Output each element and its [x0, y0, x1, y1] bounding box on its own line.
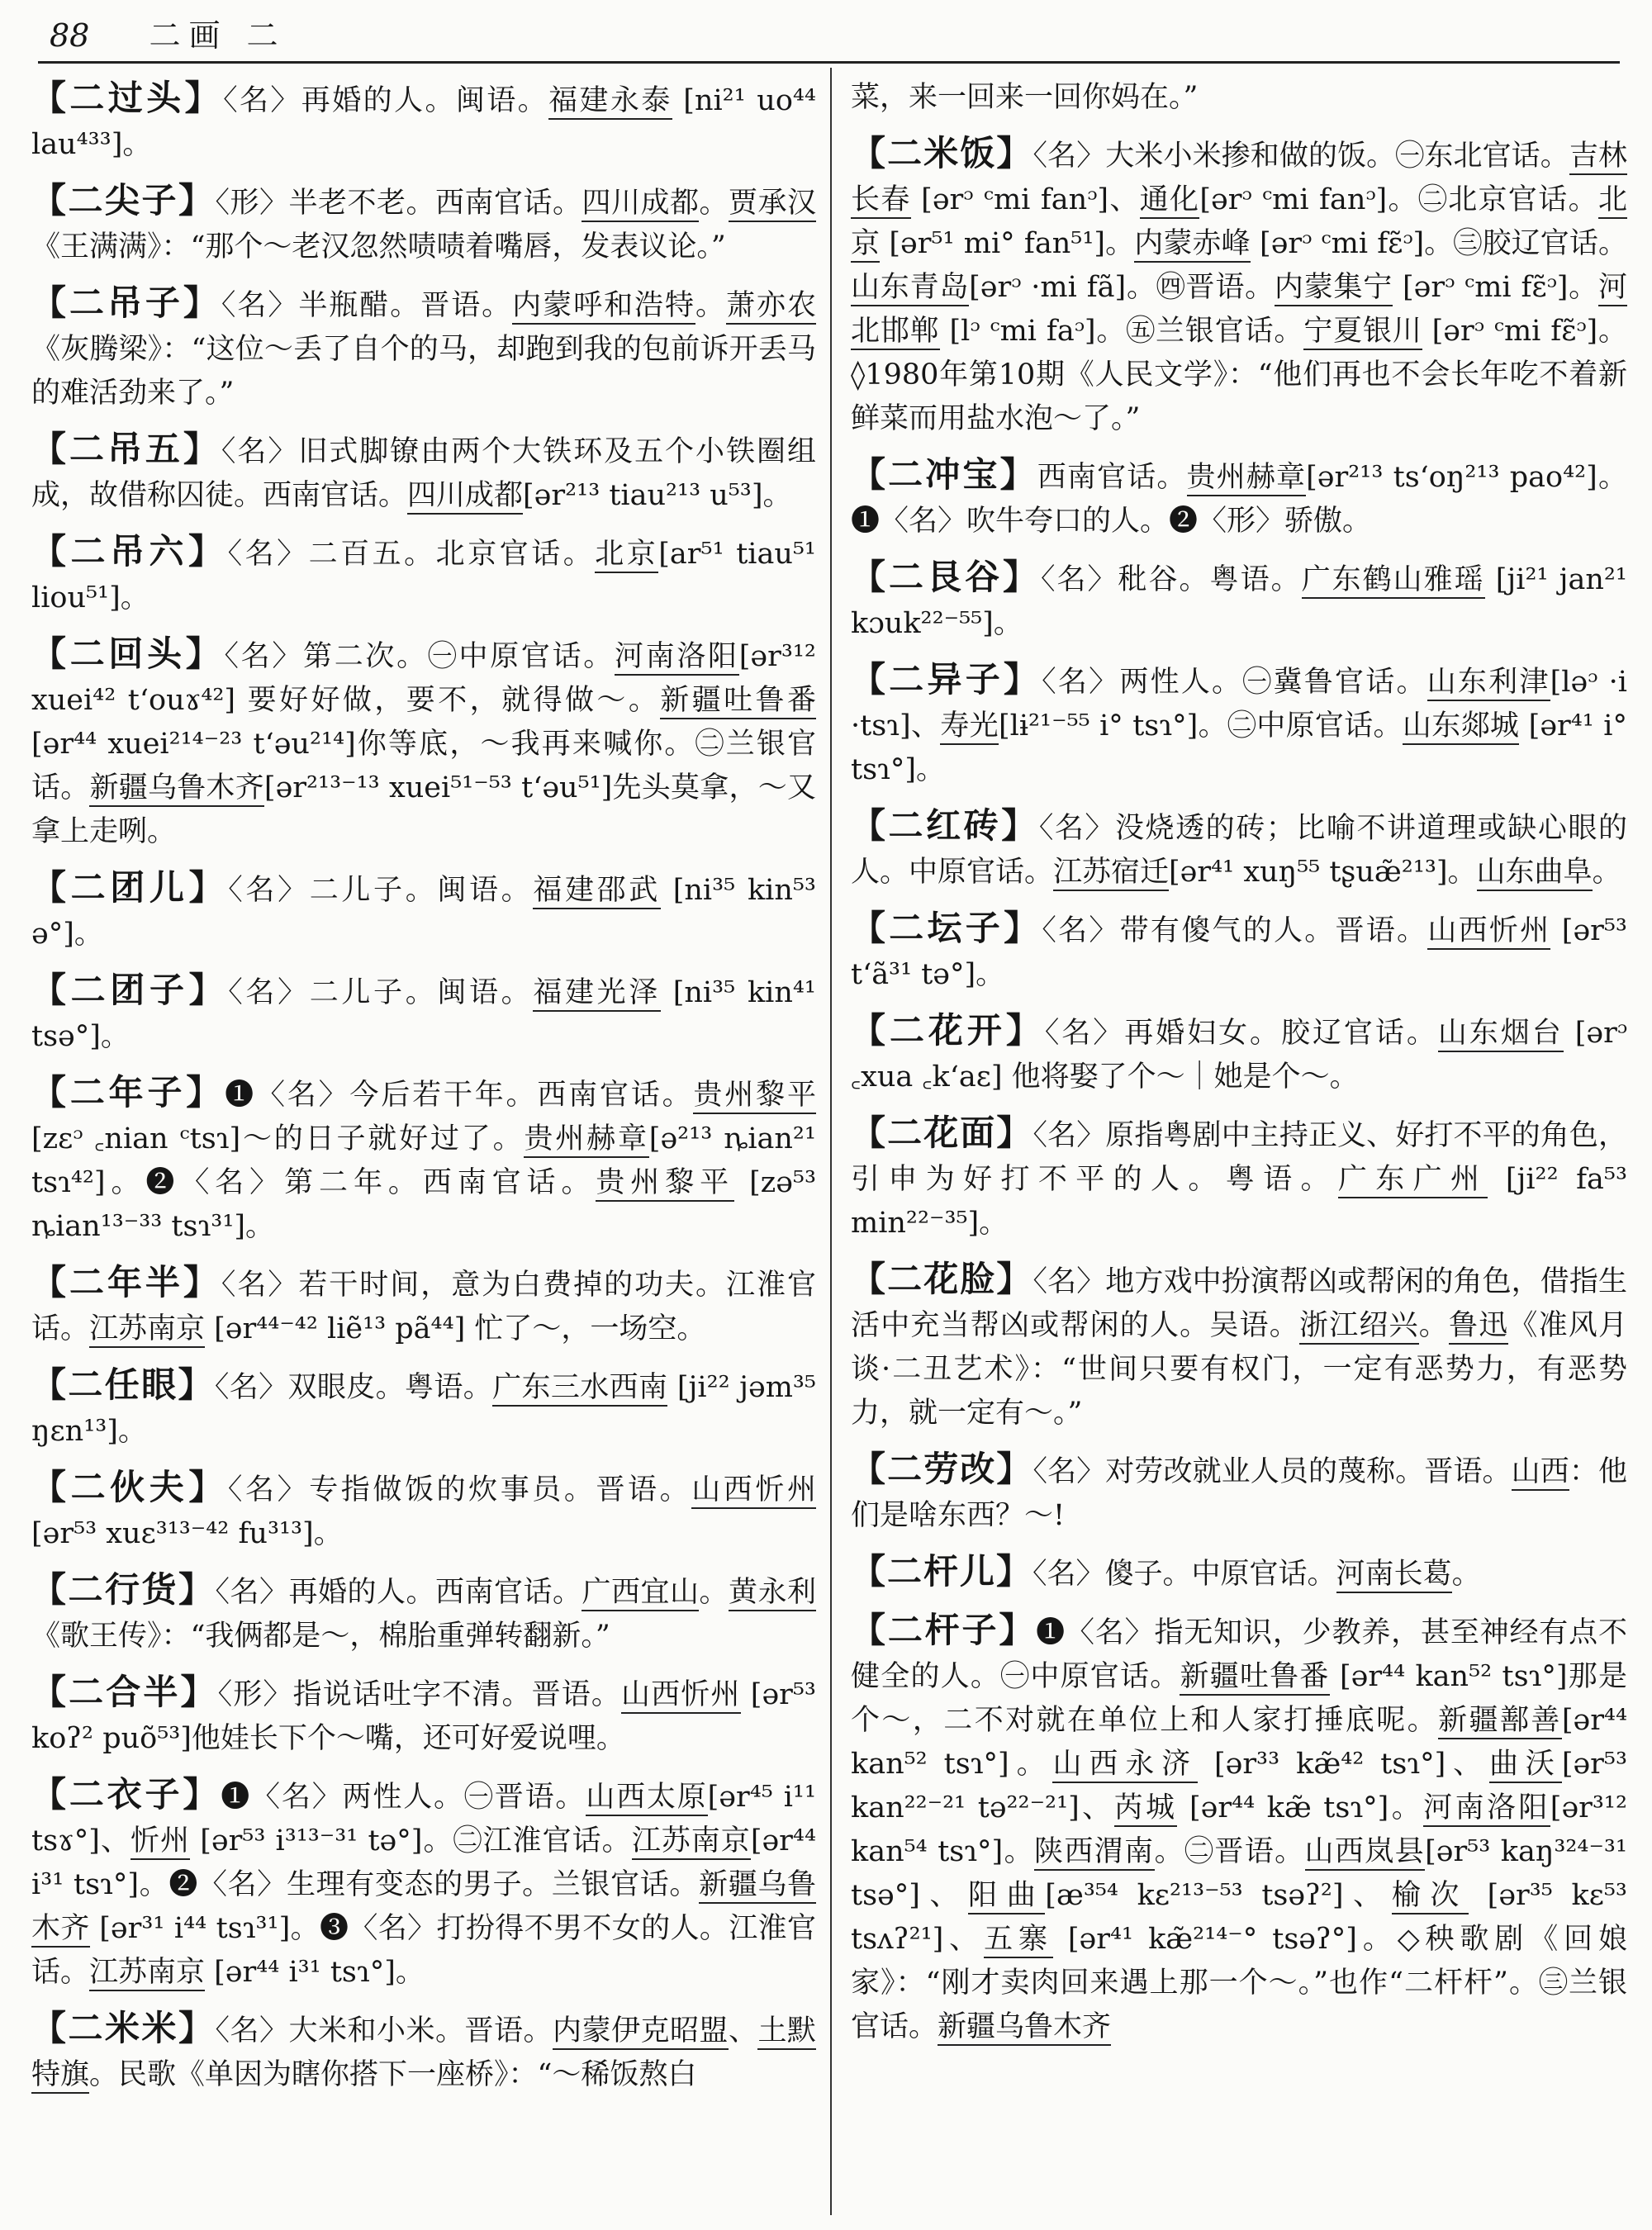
- location-name: 新疆吐鲁番: [1180, 1660, 1329, 1696]
- section-title: 二画 二: [149, 17, 287, 54]
- entry-text: [ə²¹³ ȵian²¹ tsɿ⁴²]。❷〈名〉第二年。西南官话。: [31, 1122, 816, 1199]
- entry-headword: 【二过头】: [31, 78, 224, 118]
- location-name: 山东利津: [1427, 666, 1550, 701]
- location-name: 新疆乌鲁木齐: [89, 771, 263, 807]
- location-name: 吉林长春: [851, 140, 1627, 219]
- entry-headword: 【二异子】: [851, 659, 1042, 700]
- dictionary-entry: [31, 281, 816, 415]
- location-name: 贵州黎平: [693, 1079, 815, 1114]
- entry-text: 。: [699, 187, 729, 220]
- entry-text: [ər⁵³ koʔ² puõ⁵³]他娃长下个～嘴，还可好爱说哩。: [31, 1678, 816, 1755]
- entry-headword: 【二花面】: [851, 1113, 1033, 1153]
- location-name: 四川成都: [582, 187, 699, 222]
- entry-text: 。: [1592, 856, 1621, 889]
- entry-text: 再婚妇女。胶辽官话。: [1124, 1017, 1438, 1050]
- entry-text: 带有傻气的人。晋语。: [1119, 914, 1428, 947]
- entry-headword: 【二伙夫】: [31, 1467, 228, 1507]
- location-name: 五寨: [984, 1923, 1053, 1958]
- location-name: 通化: [1140, 183, 1200, 219]
- dictionary-entry: [31, 1260, 816, 1351]
- entry-text: [ərᵓ ᶜmi fanᵓ]。㊁北京官话。: [1199, 183, 1598, 216]
- dictionary-entry: [851, 804, 1627, 894]
- entry-headword: 【二团儿】: [31, 867, 229, 908]
- entry-text: [ər⁵¹ mi° fan⁵¹]。: [880, 227, 1135, 260]
- entry-text: [zə⁵³ ȵian¹³⁻³³ tsɿ³¹]。: [31, 1166, 816, 1243]
- location-name: 江苏宿迁: [1053, 856, 1169, 891]
- location-name: 河南洛阳: [615, 640, 739, 676]
- entry-text: [ləᵓ ·i ·tsɿ]、: [851, 666, 1627, 743]
- location-name: 北京: [851, 183, 1627, 263]
- entry-headword: 【二冲宝】: [851, 454, 1037, 495]
- location-name: 山东曲阜: [1477, 856, 1593, 891]
- entry-text: 。: [1418, 1309, 1449, 1342]
- location-name: 福建光泽: [533, 976, 661, 1012]
- dictionary-entry: [31, 1465, 816, 1556]
- entry-text: 再婚的人。闽语。: [301, 84, 549, 117]
- location-name: 新疆吐鲁番: [660, 684, 816, 719]
- dictionary-entry: [31, 76, 816, 167]
- location-name: 内蒙赤峰: [1134, 227, 1251, 263]
- entry-text: [ər⁴¹ kæ̃²¹⁴⁻° tsəʔ°]。◇秧歌剧《回娘家》：“刚才卖肉回来遇上那一个～。”也作“二杆杆”。㊂兰银官话。: [851, 1923, 1627, 2043]
- entry-text: [zɛᵓ ꜀nian ᶜtsɿ]～的日子就好过了。: [31, 1122, 525, 1155]
- location-name: 新疆乌鲁木齐: [31, 1868, 816, 1948]
- location-name: 山西太原: [586, 1781, 707, 1816]
- part-of-speech: ❶〈名〉: [225, 1079, 350, 1112]
- entry-text: 指无知识，少教养，甚至神经有点不健全的人。㊀中原官话。: [851, 1616, 1627, 1693]
- entry-text: [lɨ²¹⁻⁵⁵ i° tsɿ°]。㊁中原官话。: [998, 709, 1403, 743]
- entry-text: [ərᵓ ᶜmi fɛ̃ᵓ]。㊂胶辽官话。: [1250, 227, 1628, 260]
- entry-text: 今后若干年。西南官话。: [349, 1079, 694, 1112]
- part-of-speech: 〈名〉: [227, 538, 309, 571]
- entry-text: [ərᵓ ᶜmi fɛ̃ᵓ]。: [1393, 271, 1598, 304]
- location-name: 广东鹤山雅瑶: [1302, 563, 1485, 599]
- entry-headword: 【二米饭】: [851, 133, 1033, 173]
- location-name: 新疆乌鲁木齐: [938, 2010, 1111, 2046]
- location-name: 山东烟台: [1438, 1017, 1564, 1052]
- location-name: 贵州赫章: [1187, 461, 1307, 496]
- location-name: 贾承汉: [729, 187, 816, 222]
- entry-text: 。民歌《单因为瞎你搭下一座桥》：“～稀饭熬白: [89, 2058, 697, 2091]
- entry-headword: 【二坛子】: [851, 908, 1042, 948]
- entry-headword: 【二杆儿】: [851, 1551, 1033, 1592]
- entry-text: [ni³⁵ kin⁴¹ tsə°]。: [31, 976, 816, 1053]
- dictionary-entry: [31, 529, 816, 620]
- entry-text: 、: [728, 2014, 758, 2047]
- entry-text: [ər³⁵ kɛ⁵³ tsʌʔ²¹]、: [851, 1879, 1627, 1956]
- entry-text: [ər³¹² xuei⁴² tʻouɤ⁴²] 要好好做，要不，就得做～。: [31, 640, 816, 717]
- entry-headword: 【二回头】: [31, 633, 225, 674]
- entry-text: 《王满满》：“那个～老汉忽然啧啧着嘴唇，发表议论。”: [31, 230, 726, 263]
- entry-headword: 【二合半】: [31, 1672, 218, 1712]
- entry-text: [ər³¹ i⁴⁴ tsɿ³¹]。❸〈名〉打扮得不男不女的人。江淮官话。: [31, 1912, 816, 1989]
- dictionary-entry: [851, 906, 1627, 997]
- location-name: 贵州赫章: [524, 1122, 648, 1158]
- entry-text: [ji²² fa⁵³ min²²⁻³⁵]。: [851, 1163, 1627, 1240]
- location-name: 山西岚县: [1305, 1835, 1426, 1871]
- part-of-speech: 〈名〉: [223, 84, 301, 117]
- entry-text: [ər⁵³ kaŋ³²⁴⁻³¹ tsə°]、: [851, 1835, 1627, 1912]
- part-of-speech: 〈名〉: [228, 874, 310, 907]
- location-name: 河南长葛: [1336, 1558, 1452, 1593]
- location-name: 江苏南京: [89, 1312, 205, 1348]
- location-name: 内蒙集宁: [1275, 271, 1393, 306]
- part-of-speech: 〈名〉: [1032, 1119, 1106, 1152]
- entry-text: [ər⁵³ tʻã³¹ tə°]。: [851, 914, 1627, 991]
- part-of-speech: ❶〈名〉: [1036, 1616, 1155, 1649]
- dictionary-entry: [31, 427, 816, 518]
- entry-text: [ər⁴⁵ i¹¹ tsɤ°]、: [31, 1781, 816, 1858]
- entry-headword: 【二尖子】: [31, 180, 216, 221]
- part-of-speech: 〈名〉: [1032, 140, 1106, 173]
- part-of-speech: 〈名〉: [1044, 1017, 1125, 1050]
- entry-text: 指说话吐字不清。晋语。: [292, 1678, 622, 1711]
- location-name: 广东三水西南: [492, 1371, 667, 1407]
- part-of-speech: 〈名〉: [228, 976, 310, 1009]
- location-name: 广西宜山: [582, 1576, 699, 1611]
- entry-headword: 【二团子】: [31, 970, 229, 1010]
- entry-text: 秕谷。粤语。: [1118, 563, 1302, 596]
- location-name: 山西忻州: [1427, 914, 1550, 950]
- location-name: 江苏南京: [89, 1956, 205, 1991]
- dictionary-entry: [31, 178, 816, 269]
- part-of-speech: 〈名〉: [221, 435, 299, 468]
- location-name: 土默特旗: [31, 2014, 816, 2094]
- entry-text: 若干时间，意为白费掉的功夫。江淮官话。: [31, 1269, 816, 1345]
- dictionary-entry: [851, 1447, 1627, 1538]
- entry-headword: 【二年子】: [31, 1072, 225, 1113]
- dictionary-entry: [31, 1670, 816, 1761]
- dictionary-entry: [31, 632, 816, 854]
- location-name: 四川成都: [407, 479, 523, 515]
- entry-text: 地方戏中扮演帮凶或帮闲的角色，借指生活中充当帮凶或帮闲的人。吴语。: [851, 1265, 1627, 1342]
- location-name: 内蒙伊克昭盟: [553, 2014, 729, 2050]
- dictionary-entry: [31, 2006, 816, 2097]
- entry-text: [ər⁴⁴ kan⁵² tsɿ°]那是个～，二不对就在单位上和人家打捶底呢。: [851, 1660, 1627, 1737]
- part-of-speech: 〈名〉: [1041, 563, 1118, 596]
- entry-text: [ərᵓ ꜀xua ꜀kʻaɛ] 他将娶了个～｜她是个～。: [851, 1017, 1627, 1094]
- entry-text: [ni²¹ uo⁴⁴ lau⁴³³]。: [31, 84, 816, 161]
- part-of-speech: 〈名〉: [221, 289, 299, 322]
- entry-text: 大米和小米。晋语。: [288, 2014, 553, 2047]
- header-rule: [38, 61, 1620, 64]
- part-of-speech: 〈名〉: [221, 1269, 299, 1302]
- location-name: 浙江绍兴: [1299, 1309, 1419, 1345]
- part-of-speech: 〈形〉: [217, 1678, 293, 1711]
- entry-text: 双眼皮。粤语。: [287, 1371, 493, 1404]
- entry-text: [ər⁴¹ i° tsɿ°]。: [851, 709, 1627, 786]
- entry-text: 二儿子。闽语。: [309, 976, 534, 1009]
- entry-text: 。: [699, 1576, 729, 1609]
- location-name: 河南洛阳: [1423, 1791, 1550, 1827]
- location-name: 萧亦农: [726, 289, 816, 325]
- entry-text: [ji²² jəm³⁵ ŋɛn¹³]。: [31, 1371, 816, 1448]
- entry-text: 《准风月谈·二丑艺术》：“世间只要有权门，一定有恶势力，有恶势力，就一定有～。”: [851, 1309, 1627, 1430]
- entry-text: [lᵓ ᶜmi faᵓ]。㊄兰银官话。: [939, 315, 1304, 348]
- part-of-speech: 〈名〉: [224, 640, 304, 673]
- part-of-speech: 〈名〉: [1032, 1455, 1106, 1488]
- part-of-speech: 〈名〉: [1042, 666, 1120, 699]
- entry-text: [ər⁴¹ xuŋ⁵⁵ tʂuæ̃²¹³]。: [1169, 856, 1477, 889]
- entry-headword: 【二任眼】: [31, 1364, 215, 1405]
- dictionary-entry: [31, 968, 816, 1059]
- location-name: 山西: [1512, 1455, 1569, 1491]
- entry-text: 对劳改就业人员的蔑称。晋语。: [1105, 1455, 1512, 1488]
- entry-text: 半瓶醋。晋语。: [298, 289, 513, 322]
- location-name: 忻州: [131, 1824, 190, 1860]
- location-name: 贵州黎平: [596, 1166, 734, 1202]
- dictionary-entry: [851, 555, 1627, 646]
- part-of-speech: 〈名〉: [227, 1473, 310, 1506]
- entry-headword: 【二吊五】: [31, 429, 221, 469]
- entry-text: [ərᵓ ·mi fã]。㊃晋语。: [969, 271, 1275, 304]
- entry-text: [ər⁴⁴ i³¹ tsɿ°]。❷〈名〉生理有变态的男子。兰银官话。: [31, 1824, 816, 1901]
- part-of-speech: 〈名〉: [1032, 1558, 1105, 1591]
- left-column: [31, 76, 816, 2109]
- location-name: 山西永济: [1052, 1748, 1198, 1783]
- entry-text: 二百五。北京官话。: [308, 538, 596, 571]
- dictionary-entry: [851, 453, 1627, 543]
- entry-headword: 【二行货】: [31, 1569, 216, 1610]
- entry-text: 。: [1451, 1558, 1481, 1591]
- entry-text: [ər⁴⁴ xuei²¹⁴⁻²³ tʻəu²¹⁴]你等底，～我再来喊你。㊁兰银官话。: [31, 728, 816, 804]
- entry-text: [ər⁵³ xuɛ³¹³⁻⁴² fu³¹³]。: [31, 1517, 343, 1550]
- entry-text: 两性人。㊀晋语。: [342, 1781, 586, 1814]
- entry-text: 两性人。㊀冀鲁官话。: [1119, 666, 1427, 699]
- entry-text: 专指做饭的炊事员。晋语。: [309, 1473, 692, 1506]
- entry-headword: 【二年半】: [31, 1262, 221, 1302]
- entry-text: [ər⁵³ kan²²⁻²¹ tə²²⁻²¹]、: [851, 1748, 1627, 1824]
- location-name: 陕西渭南: [1034, 1835, 1155, 1871]
- dictionary-entry: [851, 1608, 1627, 2049]
- entry-text: [ni³⁵ kin⁵³ ə°]。: [31, 874, 816, 951]
- location-name: 福建邵武: [533, 874, 661, 909]
- dictionary-entry: [31, 1772, 816, 1995]
- location-name: 寿光: [940, 709, 999, 745]
- column-divider: [830, 68, 832, 2215]
- part-of-speech: 〈名〉: [1042, 914, 1120, 947]
- entry-text: 二儿子。闽语。: [309, 874, 534, 907]
- entry-text: [ər⁵³ i³¹³⁻³¹ tə°]。㊁江淮官话。: [190, 1824, 632, 1858]
- location-name: 榆次: [1392, 1879, 1469, 1914]
- entry-text: 再婚的人。西南官话。: [288, 1576, 582, 1609]
- entry-headword: 【二红砖】: [851, 805, 1039, 846]
- part-of-speech: ❶〈名〉: [221, 1781, 343, 1814]
- location-name: 江苏南京: [632, 1824, 751, 1860]
- entry-text: [ar⁵¹ tiau⁵¹ liou⁵¹]。: [31, 538, 816, 614]
- dictionary-entry: [851, 1549, 1627, 1597]
- entry-text: [ər²¹³ tiau²¹³ u⁵³]。: [523, 479, 792, 512]
- entry-text: 旧式脚镣由两个大铁环及五个小铁圈组成，故借称囚徒。西南官话。: [31, 435, 816, 512]
- location-name: 新疆鄯善: [1438, 1704, 1562, 1739]
- location-name: 河北邯郸: [851, 271, 1627, 350]
- part-of-speech: 〈名〉: [1038, 812, 1115, 845]
- dictionary-entry: [851, 657, 1627, 792]
- entry-text: [ər⁴⁴ kæ̃ tsɿ°]。: [1177, 1791, 1424, 1824]
- entry-text: [ər³³ kæ̃⁴² tsɿ°]、: [1197, 1748, 1490, 1781]
- location-name: 内蒙呼和浩特: [512, 289, 695, 325]
- entry-text: [ji²¹ jan²¹ kɔuk²²⁻⁵⁵]。: [851, 563, 1627, 640]
- part-of-speech: 〈名〉: [1032, 1265, 1106, 1298]
- entry-text: [ərᵓ ᶜmi fanᵓ]、: [910, 183, 1140, 216]
- entry-headword: 【二劳改】: [851, 1449, 1033, 1489]
- entry-headword: 【二杆子】: [851, 1610, 1037, 1650]
- location-name: 阳曲: [968, 1879, 1045, 1914]
- entry-text: ：他们是啥东西？～!: [851, 1455, 1627, 1532]
- entry-text: 大米小米掺和做的饭。㊀东北官话。: [1105, 140, 1569, 173]
- entry-text: 第二次。㊀中原官话。: [303, 640, 615, 673]
- entry-headword: 【二米米】: [31, 2008, 216, 2048]
- part-of-speech: 〈名〉: [215, 2014, 289, 2047]
- location-name: 芮城: [1114, 1791, 1178, 1827]
- entry-headword: 【二吊六】: [31, 531, 228, 572]
- entry-text: 原指粤剧中主持正义、好打不平的角色，引申为好打不平的人。粤语。: [851, 1119, 1627, 1196]
- dictionary-entry: [31, 1568, 816, 1658]
- part-of-speech: 〈形〉: [215, 187, 289, 220]
- entry-text: [ər⁴⁴ i³¹ tsɿ°]。: [205, 1956, 425, 1989]
- entry-text: [ər³¹² kan⁵⁴ tsɿ°]。: [851, 1791, 1627, 1868]
- entry-text: 西南官话。: [1037, 461, 1187, 494]
- entry-text: 《灰腾梁》：“这位～丢了自个的马，却跑到我的包前诉开丢马的难活劲来了。”: [31, 333, 816, 410]
- entry-text: [ər⁴⁴ kan⁵² tsɿ°]。: [851, 1704, 1627, 1781]
- entry-headword: 【二衣子】: [31, 1774, 221, 1815]
- location-name: 山西忻州: [621, 1678, 741, 1714]
- location-name: 黄永利: [729, 1576, 816, 1611]
- dictionary-entry: [31, 866, 816, 956]
- entry-text: [ər²¹³⁻¹³ xuei⁵¹⁻⁵³ tʻəu⁵¹]先头莫拿，～又拿上走咧。: [31, 771, 816, 848]
- dictionary-entry: [851, 1257, 1627, 1435]
- dictionary-entry: [851, 1008, 1627, 1099]
- entry-text: [ərᵓ ᶜmi fɛ̃ᵓ]。◊1980年第10期《人民文学》：“他们再也不会长年吃不着新鲜菜而用盐水泡～了。”: [851, 315, 1627, 435]
- entry-text: 《歌王传》：“我俩都是～，棉胎重弹转翻新。”: [31, 1620, 610, 1653]
- dictionary-entry: [31, 1070, 816, 1249]
- entry-headword: 【二吊子】: [31, 282, 221, 323]
- location-name: 广东广州: [1338, 1163, 1488, 1198]
- location-name: 山西忻州: [691, 1473, 816, 1509]
- entry-text: 半老不老。西南官话。: [288, 187, 582, 220]
- location-name: 山东郯城: [1403, 709, 1519, 745]
- location-name: 北京: [595, 538, 658, 573]
- location-name: 鲁迅: [1449, 1309, 1508, 1345]
- entry-text: 。: [695, 289, 726, 322]
- entry-text: [ər²¹³ tsʻoŋ²¹³ pao⁴²]。❶〈名〉吹牛夸口的人。❷〈形〉骄傲。: [851, 461, 1627, 538]
- part-of-speech: 〈名〉: [214, 1371, 288, 1404]
- location-name: 宁夏银川: [1303, 315, 1422, 350]
- entry-headword: 【二花脸】: [851, 1259, 1033, 1299]
- entry-text: 傻子。中原官话。: [1104, 1558, 1336, 1591]
- entry-text: 。㊁晋语。: [1154, 1835, 1305, 1868]
- part-of-speech: 〈名〉: [215, 1576, 289, 1609]
- page-number: 88: [50, 17, 90, 54]
- entry-text: [æ³⁵⁴ kɛ²¹³⁻⁵³ tsəʔ²]、: [1045, 1879, 1392, 1912]
- right-column: [851, 76, 1627, 2061]
- location-name: 山东青岛: [851, 271, 969, 306]
- entry-headword: 【二艮谷】: [851, 557, 1042, 597]
- location-name: 曲沃: [1489, 1748, 1562, 1783]
- dictionary-entry: [31, 1363, 816, 1454]
- entry-text: [ər⁴⁴⁻⁴² liẽ¹³ pã⁴⁴] 忙了～，一场空。: [205, 1312, 706, 1345]
- dictionary-entry: [851, 131, 1627, 441]
- page-header: [50, 15, 1619, 56]
- entry-text: 没烧透的砖；比喻不讲道理或缺心眼的人。中原官话。: [851, 812, 1627, 889]
- dictionary-entry: [851, 1111, 1627, 1245]
- entry-headword: 【二花开】: [851, 1010, 1045, 1051]
- continued-text: 菜，来一回来一回你妈在。”: [851, 81, 1199, 114]
- location-name: 福建永泰: [548, 84, 672, 120]
